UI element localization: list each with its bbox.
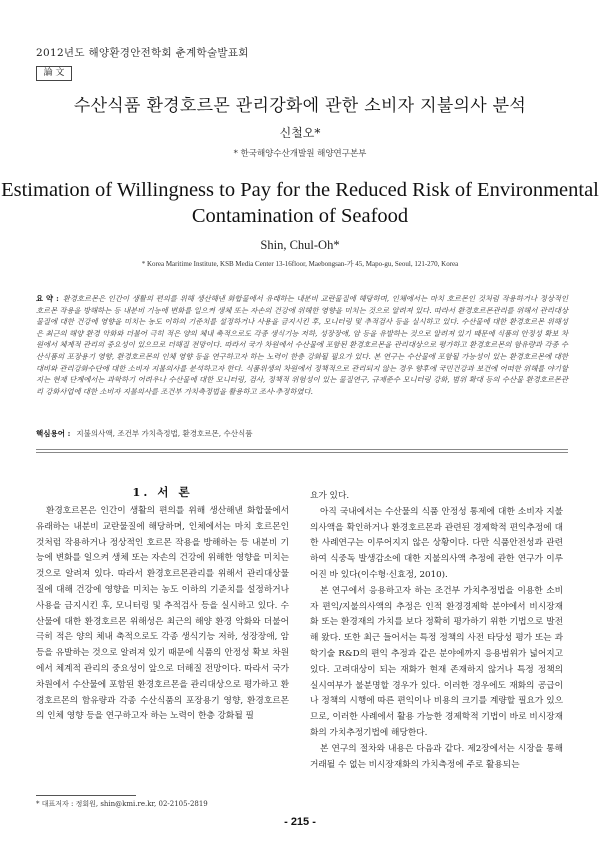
right-column	[310, 489, 563, 773]
abstract-text: 환경호르몬은 인간이 생활의 편의를 위해 생산해낸 화합물에서 유래하는 내분비 교란물질에 해당하며, 인체에서는 마치 호르몬인 것처럼 작용하거나 정상적인 호르몬 작용을 방해하는 등 내분비 기능에 변화를 일으켜 생체 또는 자손의 건강에 위해한 영향을 미치는 것으로 알려져 있다. 따라서 환경호르몬관리를 위해서 관리대상물질에 대한 건강에 영향을 미치는 농도 이하의 기준치를 설정하거나 사용을 금지시킨 후, 모니터링 및 추적검사 등을 실시하고 있다. 수산물에 대한 환경호르몬 위해성은 최근의 해양 환경 악화와 더불어 극히 적은 양의 체내 축적으로도 각종 생식기능 저하, 성장장애, 암 등을 유발하는 것으로 알려져 있기 때문에 식품의 안정성 확보 차원에서 체계적 관리의 중요성이 있으므로 더해질 전망이다. 따라서 국가 차원에서 수산물에 포함된 환경호르몬을 관리대상으로 평가하고 환경호르몬의 함유량과 각종 수산식품의 포장용기 영향, 환경호르몬의 인체 영향 등을 연구하고자 하는 노력이 한층 강화될 필요가 있다. 본 연구는 수산물에 포함될 가능성이 있는 환경호르몬에 대한 대비와 관리강화수단에 대한 소비자 지불의사를 분석하고자 한다. 식품위생의 차원에서 정책적으로 관리되지 않는 경우 향후에 국민건강과 보건에 어떠한 위해를 야기할지는 현재 단계에서는 과학하기 어려우나 수산물에 대한 모니터링, 검사, 정책적 위험성이 있는 물질연구, 규제준수 모니터링 강화, 범위 확대 등의 수산물 환경호르몬관리 강화사업에 대한 소비자 지불의사를 조건부 가치측정법을 활용하고 조사·추정하였다.	[36, 294, 568, 396]
left-column	[36, 504, 289, 725]
keywords-label: 핵심용어 :	[36, 429, 71, 438]
korean-affiliation: * 한국해양수산개발원 해양연구본부	[233, 149, 367, 159]
body-paragraph: 요가 있다.	[310, 491, 350, 501]
english-author: Shin, Chul-Oh*	[260, 238, 340, 252]
abstract	[36, 293, 568, 397]
korean-title: 수산식품 환경호르몬 관리강화에 관한 소비자 지불의사 분석	[73, 96, 527, 116]
body-paragraph: 본 연구의 절차와 내용은 다음과 같다. 제2장에서는 시장을 통해 거래될 수 없는 비시장재화의 가치측정에 주로 활용되는	[310, 743, 563, 770]
article-type-tag: 論 文	[36, 66, 72, 81]
korean-author: 신철오*	[279, 126, 321, 140]
body-paragraph: 아직 국내에서는 수산물의 식품 안정성 통제에 대한 소비자 지불의사액을 확인하거나 환경호르몬과 관련된 경제학적 편익추정에 대한 사례연구는 이루어지지 않은 상황이다. 다만 식품안전성과 관련하여 식중독 발생감소에 대한 지불의사액 추정에 관한 연구가 이루어진 바 있다(이수형·신효정, 2010).	[310, 506, 563, 580]
abstract-label: 요 약 :	[36, 294, 59, 303]
keywords-text: 지불의사액, 조건부 가치측정법, 환경호르몬, 수산식품	[76, 429, 253, 438]
keywords	[36, 428, 568, 439]
body-paragraph: 환경호르몬은 인간이 생활의 편의를 위해 생산해낸 화합물에서 유래하는 내분비 교란물질에 해당하며, 인체에서는 마치 호르몬인 것처럼 작용하거나 정상적인 호르몬 작용을 방해하는 등 내분비 기능에 변화를 일으켜 생체 또는 자손의 건강에 위해한 영향을 미치는 것으로 알려져 있다. 따라서 환경호르몬관리를 위해서 관리대상물질에 대해 건강에 영향을 미치는 농도 이하의 기준치를 설정하거나 사용을 금지시킨 후, 모니터링 및 추적검사 등을 실시하고 있다. 수산물에 대한 환경호르몬 위해성은 최근의 해양 환경 악화와 더불어 극히 적은 양의 체내 축적으로도 각종 생식기능 저하, 성장장애, 암 등을 유발하는 것으로 알려져 있기 때문에 식품의 안정성 확보 차원에서 체계적 관리의 중요성이 앞으로 더해질 전망이다. 따라서 국가 차원에서 수산물에 포함된 환경호르몬을 관리대상으로 평가하고 환경호르몬의 함유량과 각종 수산식품의 포장용기 영향, 환경호르몬의 인체 영향 등을 연구하고자 하는 노력이 한층 강화될 필	[36, 506, 289, 722]
conference-header: 2012년도 해양환경안전학회 춘계학술발표회	[36, 47, 249, 59]
section-heading: 1. 서 론	[132, 485, 193, 499]
english-affiliation: * Korea Maritime Institute, KSB Media Center 13-16floor, Maebongsan-가 45, Mapo-gu, Seoul, 121-270, Korea	[141, 260, 459, 268]
section-divider	[36, 449, 568, 453]
author-footnote: * 대표저자 : 정회원, shin@kmi.re.kr, 02-2105-2819	[36, 800, 208, 808]
page-number: - 215 -	[284, 816, 316, 828]
english-title: Estimation of Willingness to Pay for the Reduced Risk of Environmental Contamination of Seafood	[1, 179, 599, 227]
footnote-divider	[36, 795, 136, 796]
body-paragraph: 본 연구에서 응용하고자 하는 조건부 가치추정법을 이용한 소비자 편익/지불의사액의 추정은 인적 환경경제학 분야에서 비시장재화 또는 환경재의 가치를 보다 정확히 평가하기 위한 기법으로 발전해 왔다. 또한 최근 들어서는 특정 정책의 사전 타당성 평가 또는 과학기술 R&D의 편익 추정과 같은 분야에까지 응용범위가 넓어지고 있다. 고려대상이 되는 재화가 현재 존재하지 않거나 특정 정책의 실시여부가 불분명할 경우가 있다. 이러한 경우에도 재화의 공급이나 정책의 시행에 따른 편익이나 비용의 크기를 계량할 필요가 있으므로, 이러한 사례에서 활용 가능한 경제학적 기법이 바로 비시장재화의 가치추정기법에 해당한다.	[310, 585, 563, 738]
